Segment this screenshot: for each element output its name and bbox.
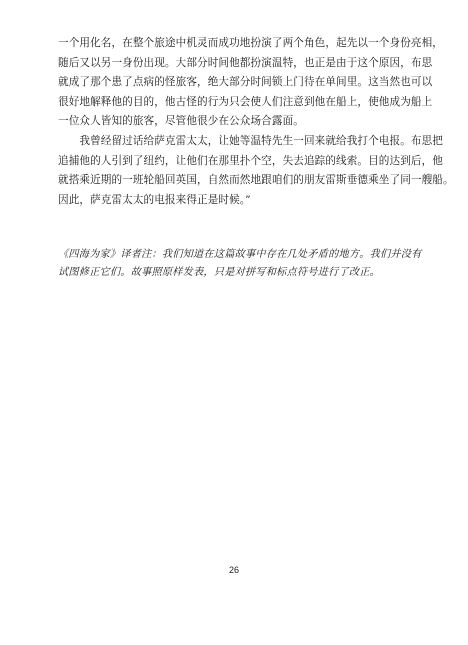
text-line: 随后又以另一身份出现。大部分时间他都扮演温特，也正是由于这个原因，布思: [58, 56, 433, 69]
paragraph-2: [58, 132, 454, 210]
text-line: 一个用化名，在整个旅途中机灵而成功地扮演了两个角色，起先以一个身份亮相，: [58, 37, 443, 49]
text-line: 就搭乘近期的一班轮船回英国，自然而然地跟咱们的朋友雷斯垂德乘坐了同一艘船。: [58, 174, 454, 187]
text-line: 很好地解释他的目的，他古怪的行为只会使人们注意到他在船上，使他成为船上: [58, 95, 433, 108]
text-line: 我曾经留过话给萨克雷太太，让她等温特先生一回来就给我打个电报。布思把: [58, 134, 443, 147]
editor-note: [58, 246, 422, 283]
note-line: 《四海为家》译者注：我们知道在这篇故事中存在几处矛盾的地方。我们并没有: [58, 249, 422, 260]
text-line: 就成了那个患了点病的怪旅客，绝大部分时间锁上门待在单间里。这当然也可以: [58, 76, 433, 89]
paragraph-1: [58, 34, 443, 132]
page-number: 26: [228, 565, 239, 575]
text-line: 追捕他的人引到了纽约，让他们在那里扑个空，失去追踪的线索。目的达到后，他: [58, 154, 443, 167]
note-line: 试图修正它们。故事照原样发表，只是对拼写和标点符号进行了改正。: [58, 267, 381, 279]
body-text: [58, 34, 454, 210]
text-line: 一位众人皆知的旅客，尽管他很少在公众场合露面。: [58, 115, 304, 128]
text-line: 因此，萨克雷太太的电报来得正是时候。”: [58, 193, 251, 206]
